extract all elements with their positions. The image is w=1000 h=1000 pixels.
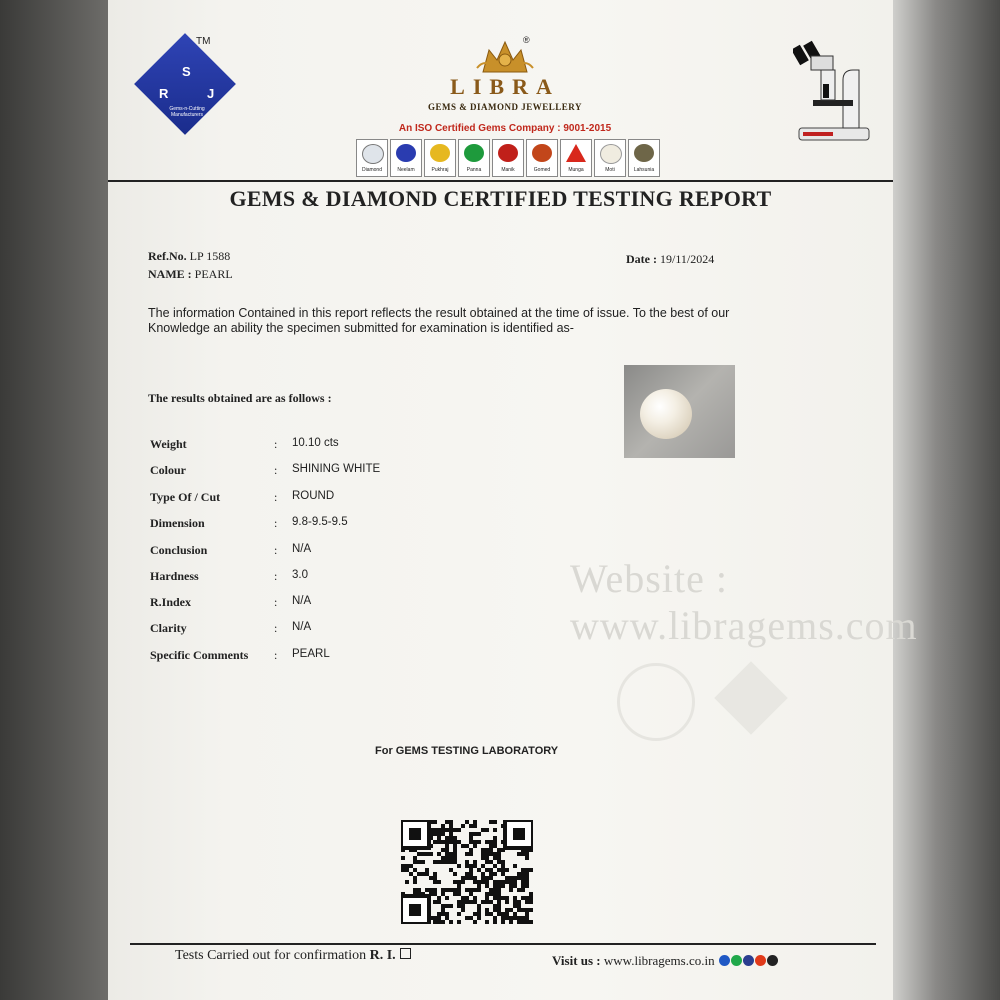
- name-value: PEARL: [194, 267, 233, 281]
- background-left-edge: [0, 0, 108, 1000]
- ri-checkbox: [400, 948, 411, 959]
- whatsapp-icon[interactable]: [731, 955, 742, 966]
- registered-mark: ®: [523, 35, 530, 45]
- gem-panna: Panna: [458, 139, 490, 177]
- srj-tagline: Gems-n-Cutting Manufacturers: [169, 106, 205, 118]
- website-url[interactable]: www.libragems.co.in: [603, 953, 715, 968]
- gem-lahsunia: Lahsunia: [628, 139, 660, 177]
- ref-number: Ref.No. LP 1588: [148, 249, 231, 263]
- tests-confirmation: Tests Carried out for confirmation R. I.: [175, 948, 411, 964]
- gem-diamond: Diamond: [356, 139, 388, 177]
- instagram-icon[interactable]: [767, 955, 778, 966]
- gem-moti: Moti: [594, 139, 626, 177]
- gem-gomed: Gomed: [526, 139, 558, 177]
- srj-logo: [137, 46, 237, 146]
- faded-stamp-circle: [617, 663, 695, 741]
- qr-code[interactable]: [401, 820, 533, 924]
- results-heading: The results obtained are as follows :: [148, 391, 332, 405]
- srj-letter-r: R: [159, 86, 169, 101]
- intro-paragraph: The information Contained in this report reflects the result obtained at the time of issue. To the best of our Knowledge an ability the specimen submitted for examination is identified as-: [148, 306, 730, 335]
- gem-munga: Munga: [560, 139, 592, 177]
- report-title: GEMS & DIAMOND CERTIFIED TESTING REPORT: [229, 186, 772, 211]
- iso-certification-line: An ISO Certified Gems Company : 9001-2015: [398, 123, 612, 134]
- report-date: Date : 19/11/2024: [626, 252, 715, 266]
- libra-brand-name: LIBRA: [450, 74, 560, 99]
- header-divider: [108, 180, 893, 182]
- gem-manik: Manik: [492, 139, 524, 177]
- pearl-image: [640, 389, 692, 439]
- website-line: Visit us : www.libragems.co.in: [552, 953, 778, 969]
- lab-signature-label: For GEMS TESTING LABORATORY: [375, 745, 559, 757]
- facebook-icon[interactable]: [719, 955, 730, 966]
- libra-subtitle: GEMS & DIAMOND JEWELLERY: [428, 102, 582, 112]
- srj-trademark: TM: [196, 36, 211, 47]
- gem-pukhraj: Pukhraj: [424, 139, 456, 177]
- youtube-icon[interactable]: [755, 955, 766, 966]
- ref-number-value: LP 1588: [189, 249, 231, 263]
- srj-letter-j: J: [207, 86, 215, 101]
- name-line: NAME : PEARL: [148, 267, 233, 281]
- twitter-icon[interactable]: [743, 955, 754, 966]
- microscope-icon: [793, 40, 873, 145]
- website-watermark: Website : www.libragems.com: [570, 556, 918, 648]
- background-right-edge: [893, 0, 1000, 1000]
- gem-neelam: Neelam: [390, 139, 422, 177]
- gem-strip: [356, 139, 660, 177]
- footer-divider: [130, 943, 876, 945]
- srj-letter-s: S: [182, 64, 191, 79]
- date-value: 19/11/2024: [659, 252, 715, 266]
